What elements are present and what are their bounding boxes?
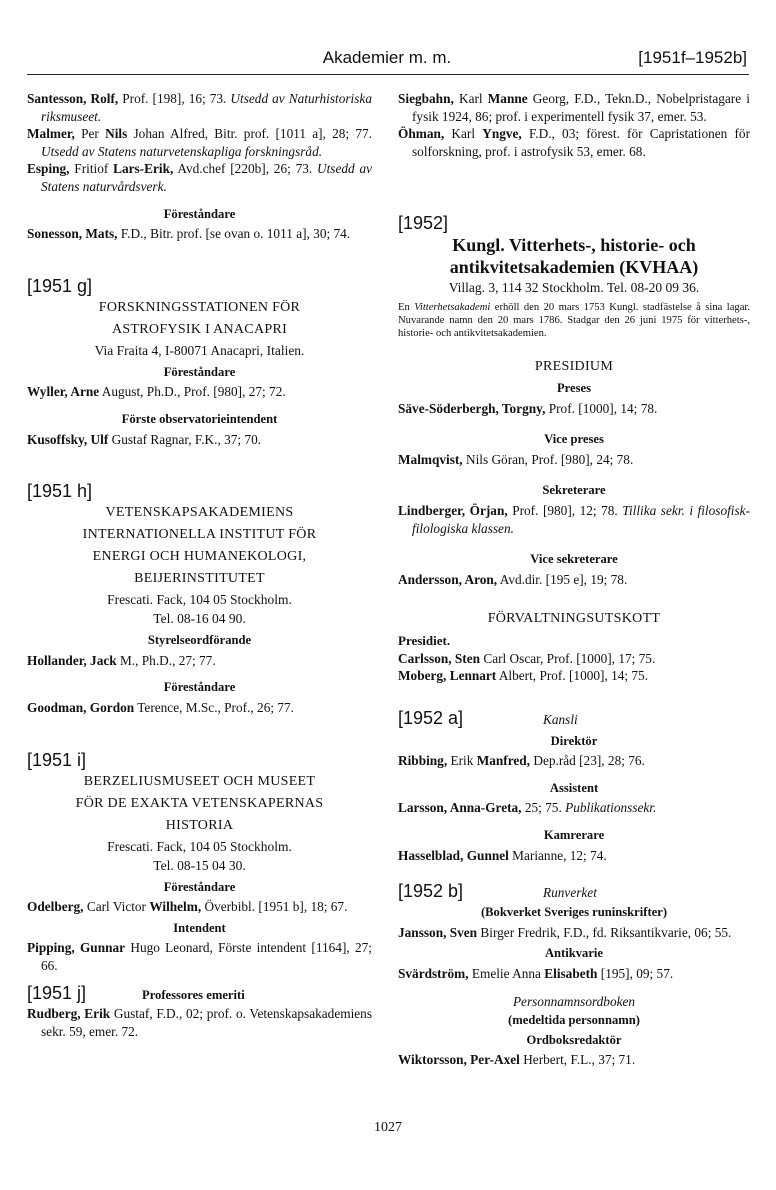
- role-heading: Assistent: [549, 780, 599, 795]
- section-1951g: [27, 275, 372, 448]
- section-1951h: [27, 480, 372, 716]
- institution-name: FORSKNINGSSTATIONEN FÖR: [98, 299, 301, 315]
- entry-andersson: Andersson, Aron, Avd.dir. [195 e], 19; 78.: [398, 571, 628, 587]
- section-label: Runverket: [543, 885, 597, 901]
- entry-jansson: Jansson, Sven Birger Fredrik, F.D., fd. Riksantikvarie, 06; 55.: [398, 924, 732, 940]
- entry-hasselblad: Hasselblad, Gunnel Marianne, 12; 74.: [398, 847, 607, 863]
- left-column: [27, 90, 372, 1040]
- entry-esping: Esping, Fritiof Lars-Erik, Avd.chef [220b], 26; 73. Utsedd av Statens naturvårdsverk.: [27, 161, 373, 194]
- header-range: [1951f–1952b]: [638, 48, 747, 67]
- entry-larsson: Larsson, Anna-Greta, 25; 75. Publikationssekr.: [398, 800, 657, 816]
- entry-goodman: Goodman, Gordon Terence, M.Sc., Prof., 26; 77.: [27, 699, 294, 715]
- role-heading: Intendent: [173, 920, 226, 935]
- institution-name: BEIJERINSTITUTET: [134, 571, 265, 587]
- entry-save-soderbergh: Säve-Söderbergh, Torgny, Prof. [1000], 14; 78.: [398, 400, 658, 416]
- academy-title: Kungl. Vitterhets-, historie- och: [452, 235, 696, 256]
- phone: Tel. 08-16 04 90.: [153, 611, 246, 627]
- section-label: Professores emeriti: [142, 988, 245, 1003]
- institution-name: INTERNATIONELLA INSTITUT FÖR: [82, 527, 317, 543]
- section-code: [1952 a]: [398, 707, 464, 728]
- subsection-title: Personnamnsordboken: [512, 993, 636, 1009]
- entry-rudberg: Rudberg, Erik Gustaf, F.D., 02; prof. o. Vetenskapsakademiens sekr. 59, emer. 72.: [27, 1006, 372, 1039]
- address: Frescati. Fack, 104 05 Stockholm.: [107, 838, 292, 854]
- subheading: (Bokverket Sveriges runinskrifter): [480, 905, 668, 920]
- entry-sonesson: Sonesson, Mats, F.D., Bitr. prof. [se ovan o. 1011 a], 30; 74.: [27, 226, 351, 242]
- entry-carlsson: Carlsson, Sten Carl Oscar, Prof. [1000], 17; 75.: [398, 650, 656, 666]
- entry-kusoffsky: Kusoffsky, Ulf Gustaf Ragnar, F.K., 37; 70.: [27, 431, 262, 447]
- subheading: (medeltida personnamn): [508, 1013, 640, 1028]
- entry-svardstrom: Svärdström, Emelie Anna Elisabeth [195], 09; 57.: [398, 966, 674, 982]
- entry-lindberger: Lindberger, Örjan, Prof. [980], 12; 78. Tillika sekr. i filosofisk-filologiska klassen.: [398, 502, 750, 536]
- header-rule: [27, 74, 749, 75]
- section-code: [1951 g]: [27, 275, 93, 296]
- page-number: 1027: [374, 1120, 402, 1135]
- institution-name: ENERGI OCH HUMANEKOLOGI,: [92, 549, 307, 565]
- academy-title: antikvitetsakademien (KVHAA): [449, 257, 699, 278]
- entry-pipping: Pipping, Gunnar Hugo Leonard, Förste intendent [1164], 27; 66.: [27, 940, 372, 973]
- role-heading: Kamrerare: [543, 828, 605, 843]
- institution-name: BERZELIUSMUSEET OCH MUSEET: [83, 773, 316, 789]
- role-heading: Föreståndare: [163, 879, 236, 894]
- entry-ribbing: Ribbing, Erik Manfred, Dep.råd [23], 28; 76.: [398, 753, 645, 769]
- role-heading: Antikvarie: [544, 946, 604, 961]
- institution-name: ASTROFYSIK I ANACAPRI: [111, 321, 288, 337]
- committee-heading: FÖRVALTNINGSUTSKOTT: [487, 611, 661, 627]
- phone: Tel. 08-15 04 30.: [153, 857, 246, 873]
- role-heading: Styrelseordförande: [147, 633, 252, 648]
- entry-moberg: Moberg, Lennart Albert, Prof. [1000], 14; 75.: [398, 668, 649, 684]
- address: Villag. 3, 114 32 Stockholm. Tel. 08-20 09 36.: [448, 280, 700, 296]
- role-heading: Ordboksredaktör: [526, 1032, 622, 1047]
- history-note: En Vitterhetsakademi erhöll den 20 mars 1753 Kungl. stadfästelse å sina lagar. Nuvarande namn den 20 mars 1786. Stadgar den 26 juni 1975 för vitterhets-, historie- och antikvitetsakademien.: [398, 302, 750, 340]
- section-1951i: [27, 749, 372, 975]
- entry-odelberg: Odelberg, Carl Victor Wilhelm, Överbibl. [1951 b], 18; 67.: [27, 899, 348, 915]
- role-heading: Vice preses: [544, 432, 604, 447]
- section-1952: [398, 212, 750, 684]
- section-label: Kansli: [543, 711, 578, 727]
- entry-malmqvist: Malmqvist, Nils Göran, Prof. [980], 24; 78.: [398, 451, 634, 467]
- section-code: [1951 j]: [27, 983, 87, 1004]
- role-heading: Föreståndare: [163, 364, 236, 379]
- section-code: [1952 b]: [398, 881, 464, 902]
- section-1952a: [398, 707, 750, 865]
- entry-malmer: Malmer, Per Nils Johan Alfred, Bitr. prof. [1011 a], 28; 77. Utsedd av Statens naturvetenskapliga forskningsråd.: [27, 126, 372, 159]
- role-heading: Direktör: [550, 733, 598, 748]
- institution-name: FÖR DE EXAKTA VETENSKAPERNAS: [75, 795, 324, 811]
- right-column: [398, 90, 750, 1069]
- entry-hollander: Hollander, Jack M., Ph.D., 27; 77.: [27, 652, 216, 668]
- role-heading: Preses: [556, 380, 592, 395]
- address: Frescati. Fack, 104 05 Stockholm.: [107, 592, 292, 608]
- role-heading: Sekreterare: [542, 483, 606, 498]
- section-code: [1952]: [398, 213, 449, 234]
- entry-wiktorsson: Wiktorsson, Per-Axel Herbert, F.L., 37; 71.: [398, 1052, 636, 1068]
- institution-name: HISTORIA: [165, 817, 234, 833]
- role-heading: Föreståndare: [163, 680, 236, 695]
- entry-wyller: Wyller, Arne August, Ph.D., Prof. [980], 27; 72.: [27, 384, 286, 400]
- institution-name: VETENSKAPSAKADEMIENS: [105, 505, 294, 521]
- section-code: [1951 i]: [27, 749, 87, 770]
- entry-siegbahn: Siegbahn, Karl Manne Georg, F.D., Tekn.D., Nobelpristagare i fysik 1924, 86; prof. i experimentell fysik 37, emer. 53.: [398, 91, 750, 124]
- address: Via Fraita 4, I-80071 Anacapri, Italien.: [94, 342, 305, 358]
- section-code: [1951 h]: [27, 481, 93, 502]
- page-header: [27, 48, 747, 74]
- role-heading: Förste observatorieintendent: [121, 411, 278, 426]
- section-1951j: [27, 982, 372, 1040]
- role-forestandare: Föreståndare: [163, 206, 236, 221]
- presidium-heading: PRESIDIUM: [534, 359, 614, 375]
- role-heading: Vice sekreterare: [530, 552, 618, 567]
- header-title: Akademier m. m.: [322, 48, 452, 67]
- entry-santesson: Santesson, Rolf, Prof. [198], 16; 73. Utsedd av Naturhistoriska riksmuseet.: [27, 91, 372, 124]
- entry-ohman: Öhman, Karl Yngve, F.D., 03; förest. för Capristationen för solforskning, prof. i astrofysik 53, emer. 68.: [398, 126, 750, 159]
- presidiet-label: Presidiet.: [398, 632, 451, 648]
- section-1952b: [398, 880, 750, 1069]
